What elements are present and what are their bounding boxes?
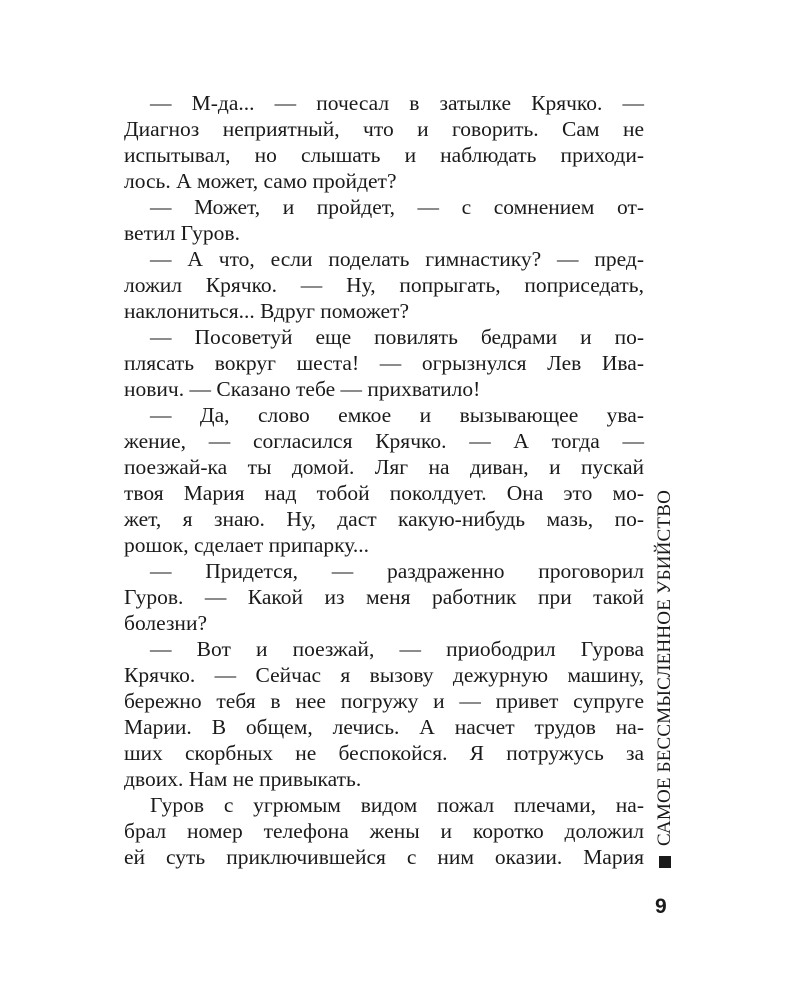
running-title-text: САМОЕ БЕССМЫСЛЕННОЕ УБИЙСТВО: [654, 489, 675, 846]
square-bullet-icon: [659, 856, 671, 868]
text-line: двоих. Нам не привыкать.: [124, 767, 362, 791]
page-number: 9: [655, 895, 667, 918]
text-line: плясать вокруг шеста! — огрызнулся Лев Ива-: [124, 351, 644, 375]
text-line: — Вот и поезжай, — приободрил Гурова: [150, 637, 644, 661]
text-line: Гуров с угрюмым видом пожал плечами, на-: [150, 793, 644, 817]
text-line: наклониться... Вдруг поможет?: [124, 299, 409, 323]
text-line: жет, я знаю. Ну, даст какую-нибудь мазь, по-: [124, 507, 644, 531]
text-line: — Посоветуй еще повилять бедрами и по-: [150, 325, 644, 349]
text-line: испытывал, но слышать и наблюдать приходи-: [124, 143, 644, 167]
text-line: ветил Гуров.: [124, 221, 240, 245]
text-line: Марии. В общем, лечись. А насчет трудов на-: [124, 715, 644, 739]
book-page-body: [124, 90, 644, 870]
text-line: жение, — согласился Крячко. — А тогда —: [124, 429, 644, 453]
text-line: рошок, сделает припарку...: [124, 533, 370, 557]
text-line: ей суть приключившейся с ним оказии. Мария: [124, 845, 644, 869]
text-line: — М-да... — почесал в затылке Крячко. —: [150, 91, 644, 115]
text-line: бережно тебя в нее погружу и — привет супруге: [124, 689, 644, 713]
text-line: болезни?: [124, 611, 207, 635]
text-line: — Придется, — раздраженно проговорил: [150, 559, 644, 583]
text-line: ложил Крячко. — Ну, попрыгать, поприседать,: [124, 273, 644, 297]
text-line: — Да, слово емкое и вызывающее ува-: [150, 403, 644, 427]
text-line: — Может, и пройдет, — с сомнением от-: [150, 195, 644, 219]
text-line: ших скорбных не беспокойся. Я потружусь за: [124, 741, 644, 765]
text-line: нович. — Сказано тебе — прихватило!: [124, 377, 481, 401]
running-title: [651, 489, 679, 868]
text-line: твоя Мария над тобой поколдует. Она это мо-: [124, 481, 644, 505]
text-line: поезжай-ка ты домой. Ляг на диван, и пускай: [124, 455, 644, 479]
text-line: — А что, если поделать гимнастику? — пред-: [150, 247, 644, 271]
text-line: Диагноз неприятный, что и говорить. Сам не: [124, 117, 644, 141]
text-line: Крячко. — Сейчас я вызову дежурную машину,: [124, 663, 644, 687]
text-line: лось. А может, само пройдет?: [124, 169, 397, 193]
text-line: брал номер телефона жены и коротко доложил: [124, 819, 644, 843]
text-line: Гуров. — Какой из меня работник при такой: [124, 585, 644, 609]
